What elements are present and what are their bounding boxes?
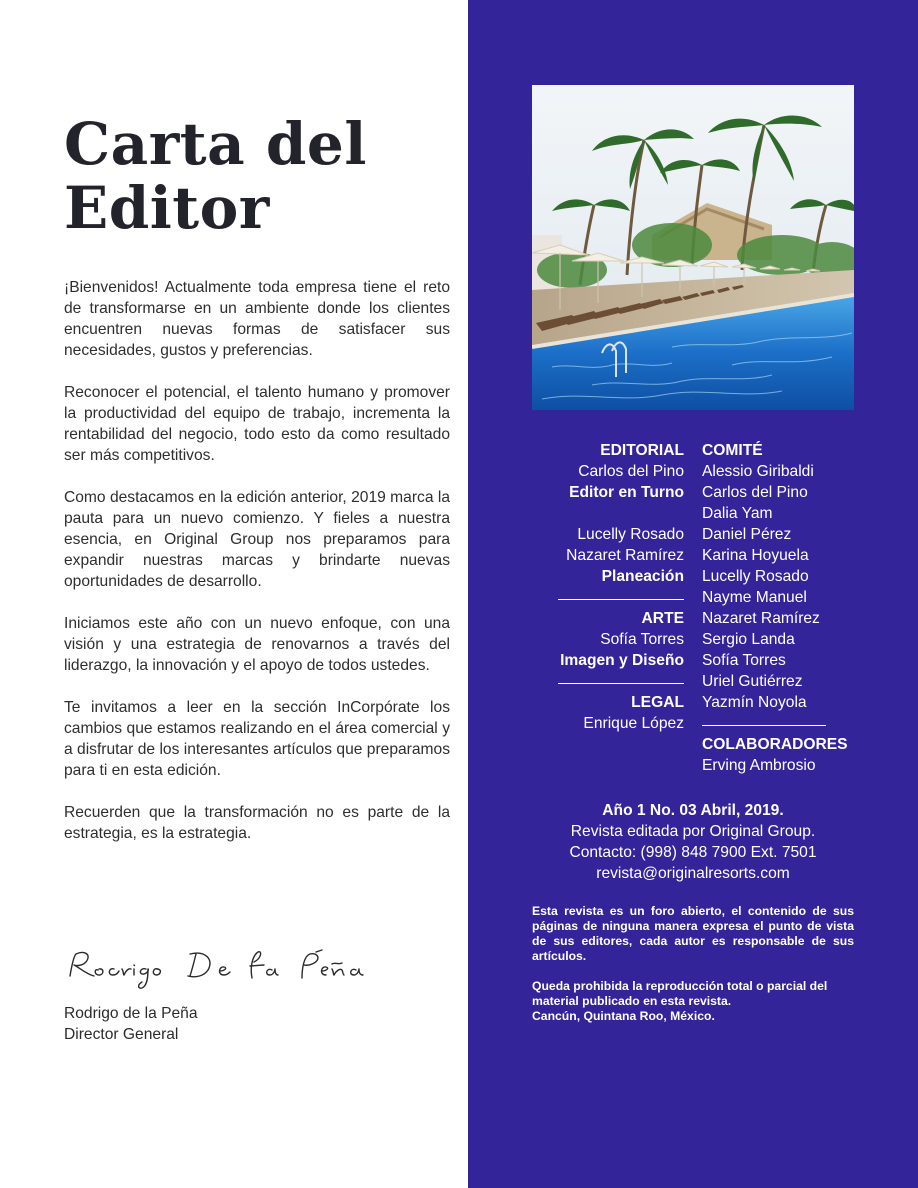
comite-member: Sergio Landa [702,631,795,648]
spacer [468,503,684,524]
comite-member: Karina Hoyuela [702,547,809,564]
comite-member: Alessio Giribaldi [702,463,814,480]
letter-paragraph: Recuerden que la transformación no es parte de la estrategia, es la estrategia. [64,804,450,842]
page-title [64,112,367,240]
section-divider [468,587,684,608]
comite-heading: COMITÉ [702,442,763,459]
resort-pool-photo [532,85,854,410]
editorial-role: Planeación [601,568,684,585]
notice-paragraph: Esta revista es un foro abierto, el contenido de sus páginas de ninguna manera expresa el punto de vista de sus editores, cada autor es responsable de sus artículos. [532,904,854,963]
comite-member: Nazaret Ramírez [702,610,820,627]
editorial-name: Lucelly Rosado [577,526,684,543]
masthead-panel [468,0,918,1188]
comite-member: Nayme Manuel [702,589,807,606]
letter-paragraph: Reconocer el potencial, el talento humano y promover la productividad del equipo de trabajo, incrementa la rentabilidad del negocio, todo esto da como resultado ser más competitivos. [64,384,450,464]
handwritten-signature [64,938,374,990]
editorial-name: Carlos del Pino [578,463,684,480]
letter-paragraph: Iniciamos este año con un nuevo enfoque, con una visión y una estrategia de renovarnos a través del liderazgo, la innovación y el apoyo de todos ustedes. [64,615,450,674]
editorial-role: Editor en Turno [569,484,684,501]
contact-email: revista@originalresorts.com [596,865,790,882]
notice-location: Cancún, Quintana Roo, México. [532,1009,715,1023]
issue-number: Año 1 No. 03 Abril, 2019. [602,802,784,819]
comite-member: Dalia Yam [702,505,773,522]
legal-heading: LEGAL [631,694,684,711]
comite-member: Daniel Pérez [702,526,792,543]
comite-member: Lucelly Rosado [702,568,809,585]
issue-info [468,800,918,884]
signer-name: Rodrigo de la Peña [64,1005,198,1022]
colaboradores-name: Erving Ambrosio [702,757,816,774]
legal-notice [532,904,854,1024]
signer-role: Director General [64,1026,179,1043]
title-line-1: Carta del [64,110,367,178]
comite-member: Carlos del Pino [702,484,808,501]
title-line-2: Editor [64,174,270,242]
comite-member: Sofía Torres [702,652,786,669]
arte-role: Imagen y Diseño [560,652,684,669]
arte-heading: ARTE [641,610,684,627]
letter-paragraph: Como destacamos en la edición anterior, 2019 marca la pauta para un nuevo comienzo. Y fieles a nuestra esencia, en Original Group nos preparamos para expandir nuestras marcas y brindarte nuevas oportunidades de desarrollo. [64,489,450,590]
comite-member: Uriel Gutiérrez [702,673,803,690]
section-divider [468,671,684,692]
letter-body [64,277,450,865]
editorial-heading: EDITORIAL [600,442,684,459]
publisher-line: Revista editada por Original Group. [570,823,816,840]
notice-paragraph: Queda prohibida la reproducción total o parcial del material publicado en esta revista. [532,979,828,1008]
comite-member: Yazmín Noyola [702,694,807,711]
colaboradores-heading: COLABORADORES [702,736,848,753]
credits-left-column [468,440,684,734]
arte-name: Sofía Torres [600,631,684,648]
credits-right-column [702,440,912,776]
section-divider [702,713,912,734]
letter-paragraph: Te invitamos a leer en la sección InCorpórate los cambios que estamos realizando en el área comercial y a disfrutar de los interesantes artículos que preparamos para ti en esta edición. [64,699,450,779]
legal-name: Enrique López [583,715,684,732]
editorial-name: Nazaret Ramírez [566,547,684,564]
contact-phone: Contacto: (998) 848 7900 Ext. 7501 [569,844,817,861]
letter-paragraph: ¡Bienvenidos! Actualmente toda empresa tiene el reto de transformarse en un ambiente donde los clientes encuentren nuevas formas de satisfacer sus necesidades, gustos y preferencias. [64,279,450,359]
